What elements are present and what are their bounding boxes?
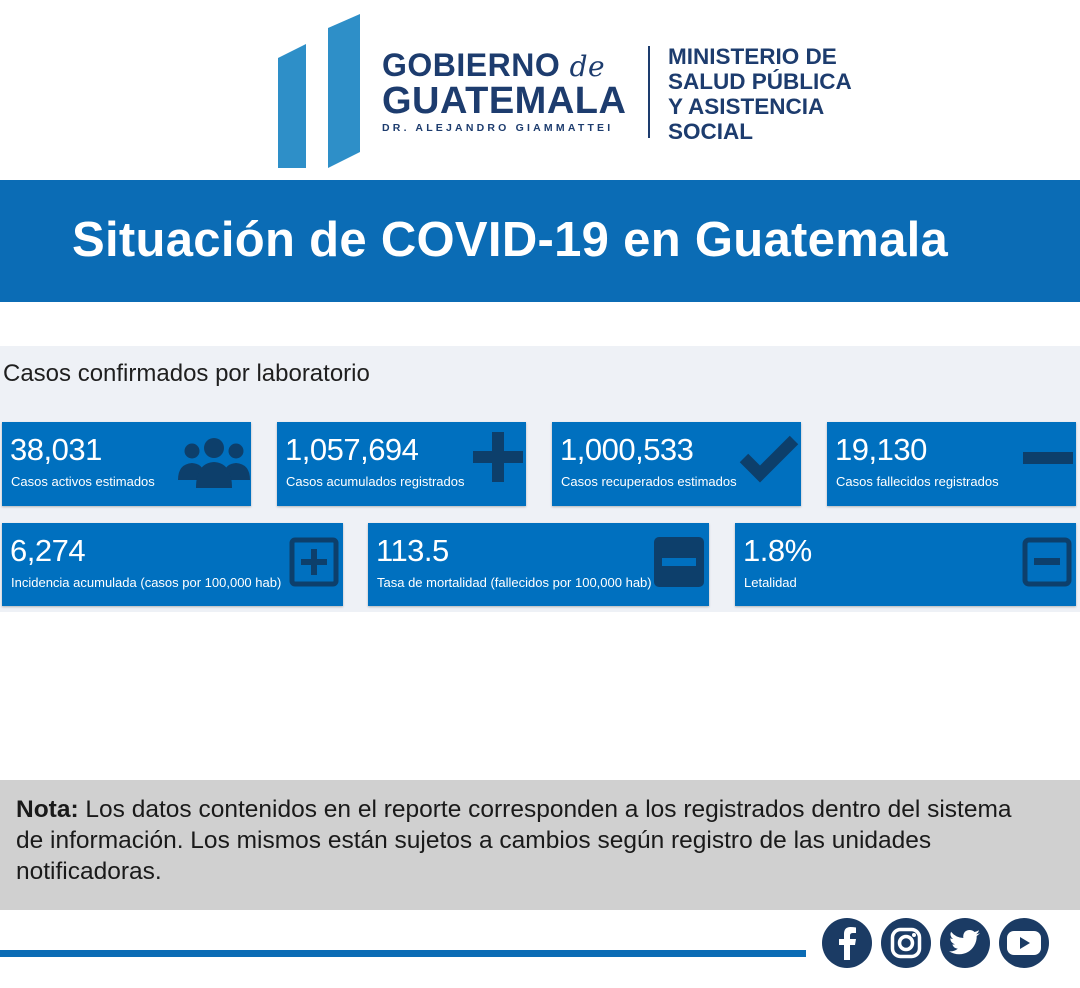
youtube-link[interactable]	[999, 918, 1049, 968]
guatemala-government-stripes-logo	[270, 12, 370, 174]
plus-icon	[473, 432, 523, 482]
card-label: Letalidad	[744, 575, 797, 590]
footer-line	[0, 950, 806, 957]
card-incidence	[2, 523, 343, 606]
note-body: Los datos contenidos en el reporte corresponden a los registrados dentro del sistema de información. Los mismos están sujetos a cambios según registro de las unidades notificadoras.	[16, 796, 1012, 885]
card-label: Casos fallecidos registrados	[836, 474, 999, 489]
check-icon	[738, 434, 800, 484]
card-lethality	[735, 523, 1076, 606]
ministry-line: MINISTERIO DE	[668, 44, 837, 69]
card-value: 1,000,533	[560, 432, 694, 467]
facebook-icon	[832, 926, 862, 960]
ministry-line: SOCIAL	[668, 119, 754, 144]
card-mortality-rate	[368, 523, 709, 606]
twitter-link[interactable]	[940, 918, 990, 968]
card-value: 6,274	[10, 533, 86, 568]
dashboard-panel	[0, 346, 1080, 612]
note-text	[16, 794, 1026, 887]
instagram-icon	[890, 927, 922, 959]
government-wordmark	[382, 48, 632, 134]
note-label: Nota:	[16, 796, 79, 823]
note-box	[0, 780, 1080, 910]
youtube-icon	[1007, 930, 1041, 956]
logo-divider	[648, 46, 650, 138]
card-deceased-cases	[827, 422, 1076, 506]
card-recovered-cases	[552, 422, 801, 506]
dashboard-title: Casos confirmados por laboratorio	[3, 360, 370, 387]
twitter-icon	[949, 929, 981, 957]
gov-line2: GUATEMALA	[382, 80, 627, 122]
plus-square-icon	[289, 537, 339, 587]
header	[0, 0, 1080, 180]
card-label: Tasa de mortalidad (fallecidos por 100,000 hab)	[377, 575, 652, 590]
minus-square-filled-icon	[654, 537, 704, 587]
ministry-name	[668, 44, 852, 144]
title-banner	[0, 180, 1080, 302]
card-cumulative-cases	[277, 422, 526, 506]
minus-square-outline-icon	[1022, 537, 1072, 587]
card-label: Incidencia acumulada (casos por 100,000 hab)	[11, 575, 282, 590]
card-value: 38,031	[10, 432, 102, 467]
gov-line1: GOBIERNO	[382, 47, 561, 83]
gov-president: DR. ALEJANDRO GIAMMATTEI	[382, 122, 614, 134]
ministry-line: Y ASISTENCIA	[668, 94, 825, 119]
card-active-cases	[2, 422, 251, 506]
card-value: 1,057,694	[285, 432, 419, 467]
instagram-link[interactable]	[881, 918, 931, 968]
page-title: Situación de COVID-19 en Guatemala	[72, 213, 949, 267]
gov-de: de	[569, 50, 606, 83]
facebook-link[interactable]	[822, 918, 872, 968]
card-value: 1.8%	[743, 533, 812, 568]
ministry-line: SALUD PÚBLICA	[668, 69, 852, 94]
card-value: 113.5	[376, 533, 449, 568]
card-value: 19,130	[835, 432, 927, 467]
minus-icon	[1023, 452, 1073, 466]
card-label: Casos activos estimados	[11, 474, 155, 489]
card-label: Casos acumulados registrados	[286, 474, 465, 489]
users-group-icon	[178, 436, 250, 488]
card-label: Casos recuperados estimados	[561, 474, 737, 489]
